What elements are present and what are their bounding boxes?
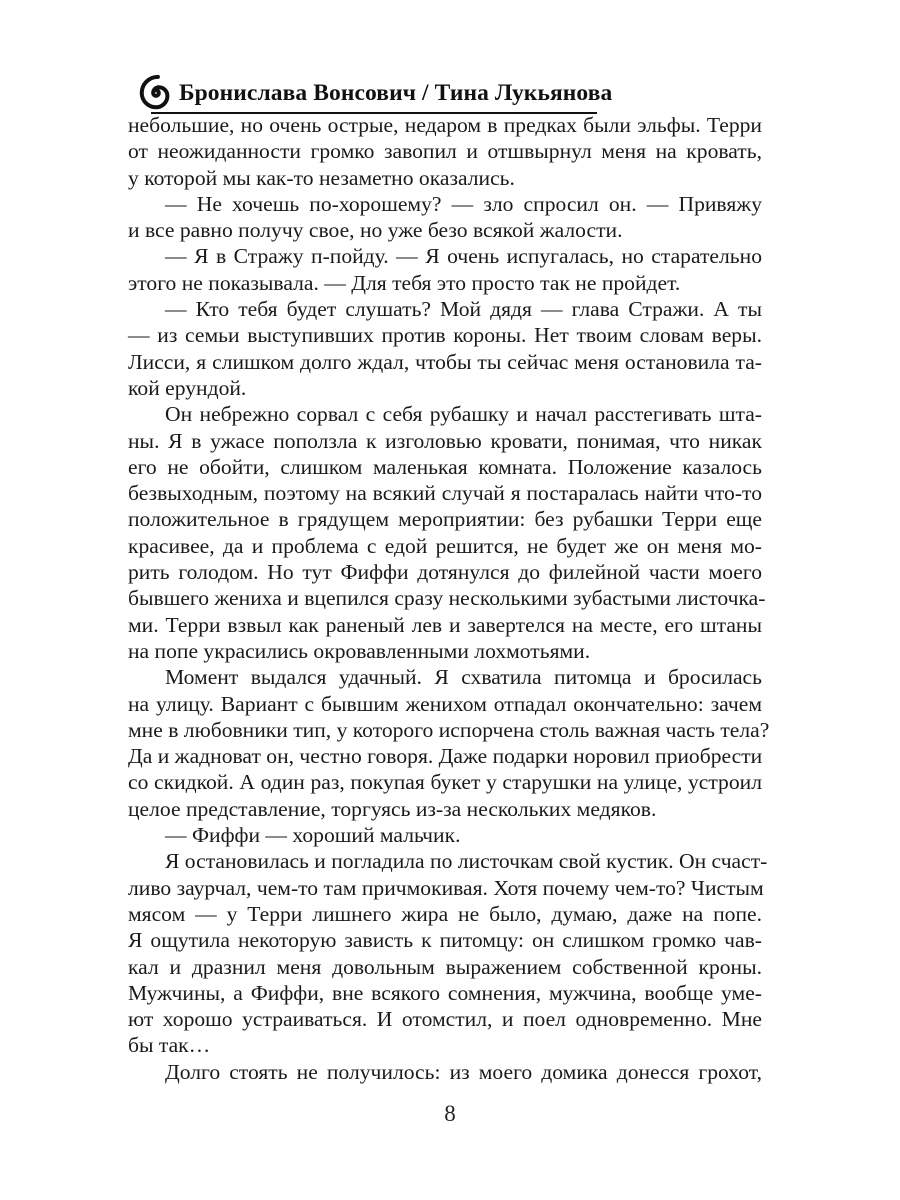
text-line: Лисси, я слишком долго ждал, чтобы ты сейчас меня остановила та- [128,349,762,374]
text-line: мясом — у Терри лишнего жира не было, думаю, даже на попе. [128,901,762,926]
text-line: и все равно получу свое, но уже безо всякой жалости. [128,218,623,243]
text-line: небольшие, но очень острые, недаром в предках были эльфы. Терри [128,113,762,137]
text-line: ют хорошо устраиваться. И отомстил, и поел одновременно. Мне [128,1007,762,1032]
text-line: ны. Я в ужасе поползла к изголовью кровати, понимая, что никак [128,428,762,453]
text-line: ми. Терри взвыл как раненый лев и завертелся на месте, его штаны [128,612,762,637]
text-line: кал и дразнил меня довольным выражением собственной кроны. [128,954,762,979]
book-authors-title: Бронислава Вонсович / Тина Лукьянова [179,80,613,106]
text-line: от неожиданности громко завопил и отшвырнул меня на кровать, [128,139,762,164]
text-line: его не обойти, слишком маленькая комната. Положение казалось [128,454,762,479]
text-line: кой ерундой. [128,375,247,400]
text-line: безвыходным, поэтому на всякий случай я постаралась найти что-то [128,481,762,506]
text-line: со скидкой. А один раз, покупая букет у старушки на улице, устроил [128,770,762,795]
text-line: Долго стоять не получилось: из моего домика донесся грохот, [165,1059,762,1084]
text-line: Мужчины, а Фиффи, вне всякого сомнения, мужчина, вообще уме- [128,980,762,1005]
text-line: рить голодом. Но тут Фиффи дотянулся до филейной части моего [128,560,762,585]
text-line: положительное в грядущем мероприятии: без рубашки Терри еще [128,507,762,532]
text-line: Я ощутила некоторую зависть к питомцу: он слишком громко чав- [128,928,762,953]
text-line: мне в любовники тип, у которого испорчена столь важная часть тела? [128,717,770,742]
text-line: на улицу. Вариант с бывшим женихом отпадал окончательно: зачем [128,691,762,716]
text-line: — Не хочешь по-хорошему? — зло спросил он. — Привяжу [165,191,762,216]
page-number: 8 [444,1101,456,1126]
text-line: на попе украсились окровавленными лохмотьями. [128,638,591,663]
text-line: бы так… [128,1033,211,1058]
text-line: бывшего жениха и вцепился сразу несколькими зубастыми листочка- [128,586,766,611]
running-header [137,72,613,116]
text-line: Момент выдался удачный. Я схватила питомца и бросилась [165,665,762,690]
text-line: Он небрежно сорвал с себя рубашку и начал расстегивать шта- [165,402,762,427]
text-line: Я остановилась и погладила по листочкам свой кустик. Он счаст- [165,849,768,874]
text-line: красивее, да и проблема с едой решится, не будет же он меня мо- [128,533,762,558]
text-line: ливо заурчал, чем-то там причмокивая. Хотя почему чем-то? Чистым [128,875,764,900]
body-text [128,112,770,1085]
text-line: — Я в Стражу п-пойду. — Я очень испугалась, но старательно [165,244,762,269]
text-line: этого не показывала. — Для тебя это просто так не пройдет. [128,270,681,295]
spiral-logo-icon [137,74,175,112]
text-line: — Фиффи — хороший мальчик. [165,823,461,848]
text-line: — из семьи выступивших против короны. Нет твоим словам веры. [128,323,762,348]
text-line: целое представление, торгуясь из-за нескольких медяков. [128,796,657,821]
text-line: Да и жадноват он, честно говоря. Даже подарки норовил приобрести [128,744,763,769]
text-line: у которой мы как-то незаметно оказались. [128,165,515,190]
text-line: — Кто тебя будет слушать? Мой дядя — глава Стражи. А ты [165,297,762,322]
